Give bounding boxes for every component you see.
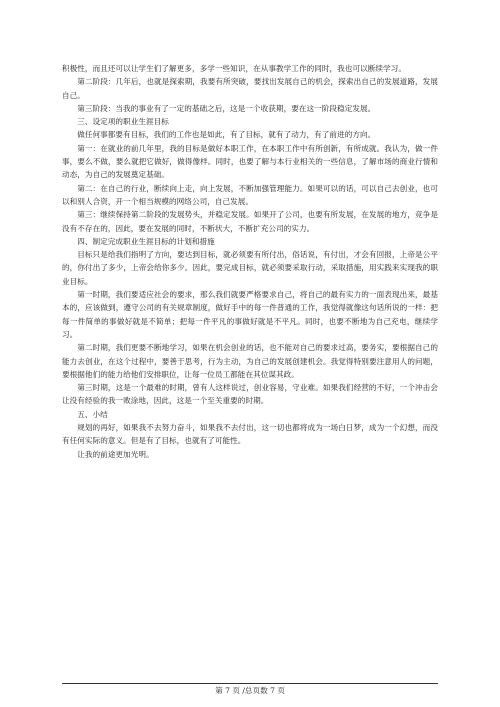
footer-divider <box>62 683 438 684</box>
paragraph: 让我的前途更加光明。 <box>77 449 154 459</box>
paragraph: 规划的再好，如果我不去努力奋斗，如果我不去付出，这一切也都将成为一场白日梦，成为一个幻想，而没有任何实际的意义。但是有了目标，也就有了可能性。 <box>62 423 438 446</box>
section-heading: 四、制定完成职业生涯目标的计划和措施 <box>77 236 215 246</box>
paragraph: 做任何事都要有目标，我们的工作也是如此，有了目标，就有了动力，有了前进的方向。 <box>77 130 376 140</box>
paragraph: 积极性，而且还可以让学生们了解更多，多学一些知识，在从事教学工作的同时，我也可以断续学习。 <box>62 64 406 73</box>
paragraph: 目标只是给我们指明了方向，要达到目标，就必须要有所付出，俗话说，有付出，才会有回报，上帝是公平的，你付出了多少，上帝会给你多少。因此，要完成目标，就必须要采取行动，采取措施，用实践来实现我的职业目标。 <box>62 250 438 286</box>
paragraph: 第二：在自己的行业，断续向上走，向上发展，不断加强管理能力。如果可以的话，可以自己去创业，也可以和别人合资，开一个相当规模的网络公司，自己发展。 <box>62 183 438 206</box>
paragraph: 第二阶段：几年后，也就是探索期，我要有所突破，要找出发展自己的机会，探索出自己的发展道路，发展自己。 <box>62 77 438 100</box>
section-heading: 五、小结 <box>77 409 108 419</box>
page-number-footer: 第 7 页 /总页数 7 页 <box>215 686 285 695</box>
paragraph: 第二时期，我们更要不断地学习，如果在机会创业的话，也不能对自己的要求过高，要务实，要根据自己的能力去创业，在这个过程中，要善于思考，行为主动，为自己的发展创建机会。我觉得特别要注意用人的问题，要根据他们的能力给他们安排职位，让每一位员工都能在其位谋其政。 <box>62 343 438 379</box>
paragraph: 第一时期，我们要适应社会的要求，那么我们就要严格要求自己，将自己的最有实力的一面表现出来，最基本的，应该做到，遵守公司的有关规章制度，做好手中的每一件普通的工作，我觉得就像这句话所说的一样：把每一件简单的事做好就是不简单；把每一件平凡的事做好就是不平凡。同时，也要不断地为自己充电，继续学习。 <box>62 290 438 339</box>
paragraph: 第三阶段：当我的事业有了一定的基础之后，这是一个收获期，要在这一阶段稳定发展。 <box>77 103 376 113</box>
section-heading: 三、设定项的职业生涯目标 <box>77 117 169 127</box>
paragraph: 第一：在就业的前几年里，我的目标是做好本职工作，在本职工作中有所创新，有所成就。我认为，做一件事，要么不做，要么就把它做好，做得像样。同时，也要了解与本行业相关的一些信息，了解市场的商业行情和动态，为自己的发展奠定基础。 <box>62 143 438 180</box>
paragraph: 第三时期，这是一个最难的时期，曾有人这样说过，创业容易，守业难。如果我们经营的不好，一个冲击会让没有经验的我一败涂地，因此，这是一个至关重要的时期。 <box>62 383 438 406</box>
document-body <box>62 62 438 461</box>
paragraph: 第三：继续保持第二阶段的发展势头，并稳定发展。如果开了公司，也要有所发展，在发展的地方，竞争是没有不存在的，因此，要在发展的同时，不断状大，不断扩充公司的实力。 <box>62 210 438 233</box>
